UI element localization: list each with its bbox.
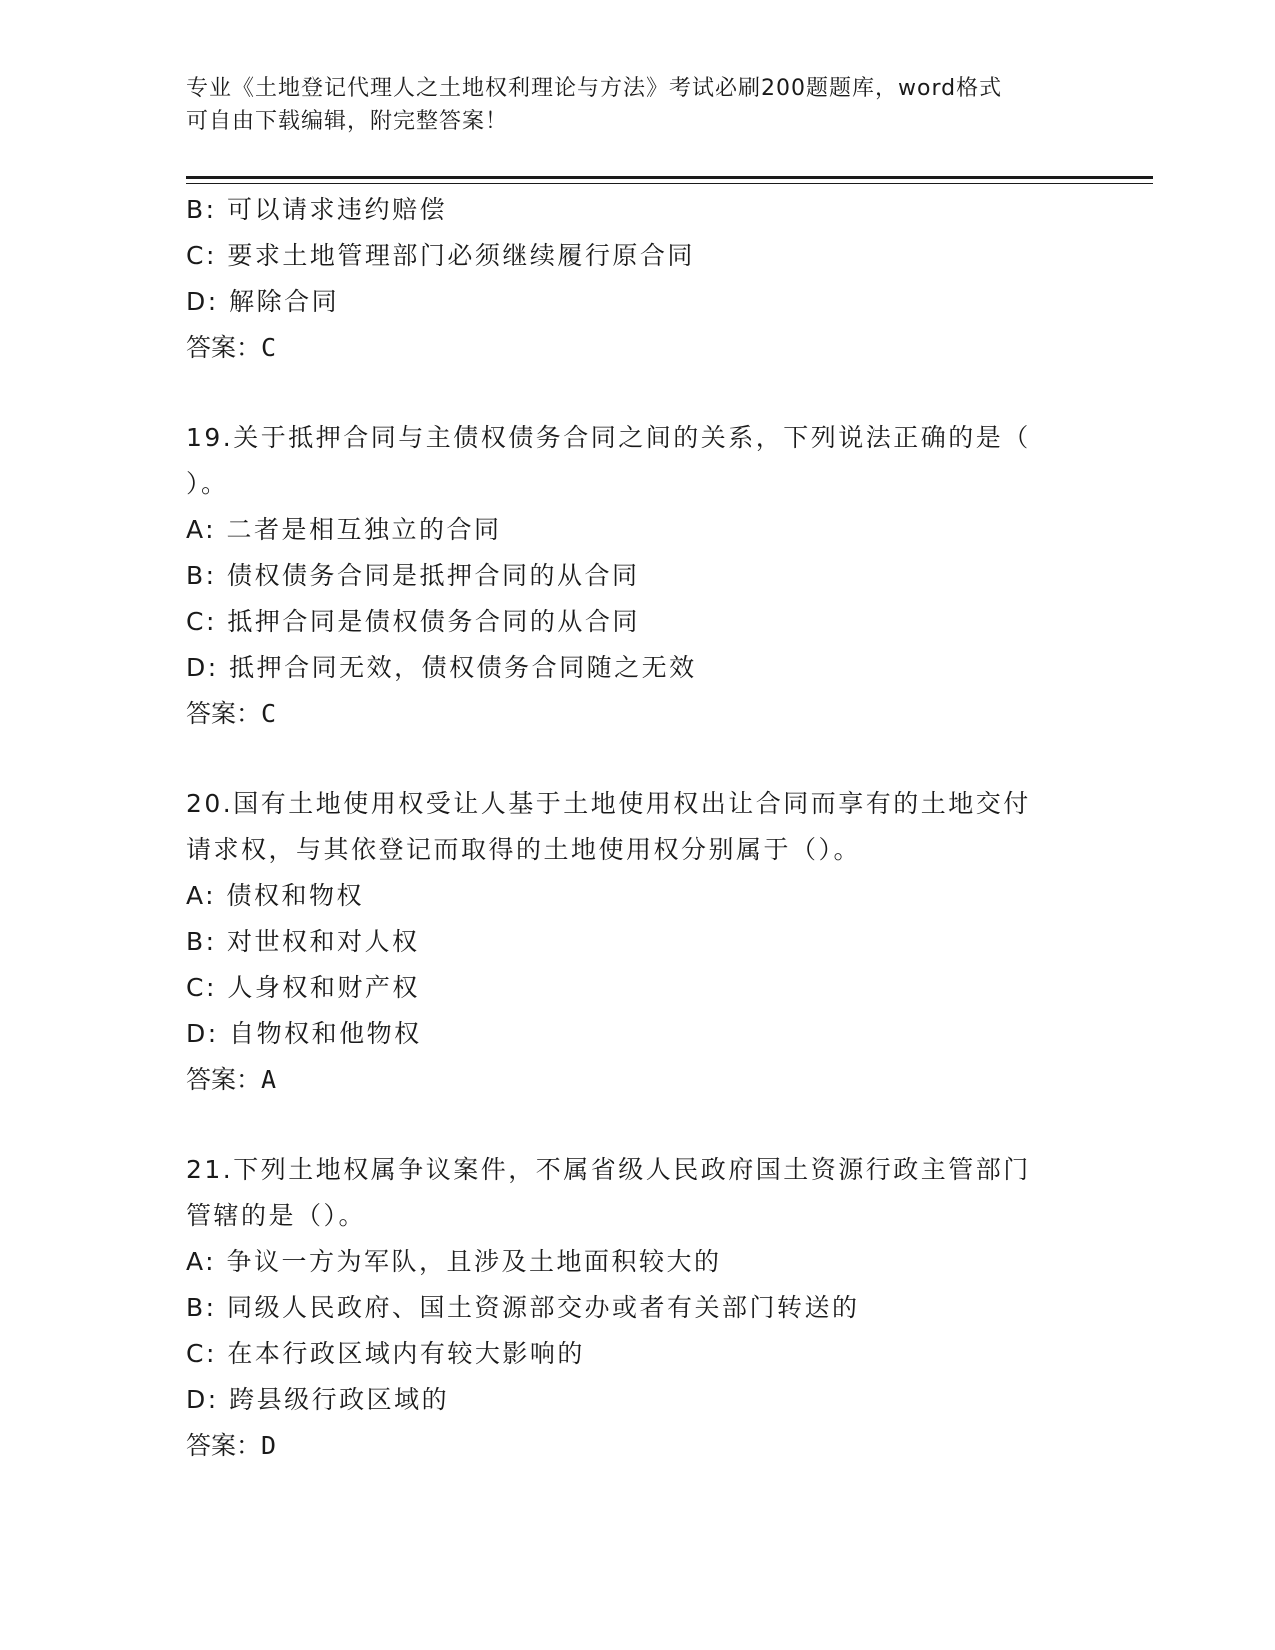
option-a: A: 争议一方为军队，且涉及土地面积较大的	[186, 1247, 722, 1276]
option-c: C: 要求土地管理部门必须继续履行原合同	[186, 241, 695, 270]
header-line-1: 专业《土地登记代理人之土地权利理论与方法》考试必刷200题题库，word格式	[186, 76, 1003, 101]
spacer	[186, 737, 1086, 781]
question-stem-line-2: 请求权，与其依登记而取得的土地使用权分别属于（）。	[186, 835, 862, 864]
answer-value: C	[261, 699, 277, 728]
document-header	[186, 72, 1066, 138]
spacer	[186, 371, 1086, 415]
question-21	[186, 1147, 1086, 1469]
header-line-2: 可自由下载编辑，附完整答案！	[186, 109, 509, 134]
header-rule-thin	[186, 183, 1153, 184]
answer-value: A	[261, 1065, 277, 1094]
answer-line	[186, 325, 1086, 371]
answer-value: C	[261, 333, 277, 362]
option-a: A: 二者是相互独立的合同	[186, 515, 502, 544]
option-d: D: 跨县级行政区域的	[186, 1385, 450, 1414]
option-d: D: 自物权和他物权	[186, 1019, 422, 1048]
option-c: C: 抵押合同是债权债务合同的从合同	[186, 607, 640, 636]
answer-label: 答案：	[186, 1065, 262, 1094]
answer-line	[186, 1423, 1086, 1469]
answer-value: D	[261, 1431, 277, 1460]
answer-label: 答案：	[186, 699, 262, 728]
spacer	[186, 1103, 1086, 1147]
option-c: C: 人身权和财产权	[186, 973, 420, 1002]
answer-label: 答案：	[186, 333, 262, 362]
answer-label: 答案：	[186, 1431, 262, 1460]
option-b: B: 可以请求违约赔偿	[186, 195, 448, 224]
option-a: A: 债权和物权	[186, 881, 365, 910]
question-stem-line-2: 管辖的是（）。	[186, 1201, 367, 1230]
option-b: B: 债权债务合同是抵押合同的从合同	[186, 561, 640, 590]
question-stem-line-2: ）。	[186, 469, 229, 498]
question-stem-line-1: 21.下列土地权属争议案件，不属省级人民政府国土资源行政主管部门	[186, 1155, 1031, 1184]
option-b: B: 同级人民政府、国土资源部交办或者有关部门转送的	[186, 1293, 860, 1322]
option-c: C: 在本行政区域内有较大影响的	[186, 1339, 585, 1368]
document-body	[186, 187, 1086, 1469]
option-d: D: 解除合同	[186, 287, 340, 316]
header-rule-thick	[186, 176, 1153, 179]
question-stem-line-1: 19.关于抵押合同与主债权债务合同之间的关系，下列说法正确的是（	[186, 423, 1031, 452]
answer-line	[186, 691, 1086, 737]
answer-line	[186, 1057, 1086, 1103]
option-b: B: 对世权和对人权	[186, 927, 420, 956]
question-19	[186, 415, 1086, 737]
question-20	[186, 781, 1086, 1103]
question-stem-line-1: 20.国有土地使用权受让人基于土地使用权出让合同而享有的土地交付	[186, 789, 1031, 818]
option-d: D: 抵押合同无效，债权债务合同随之无效	[186, 653, 697, 682]
carryover-block	[186, 187, 1086, 371]
